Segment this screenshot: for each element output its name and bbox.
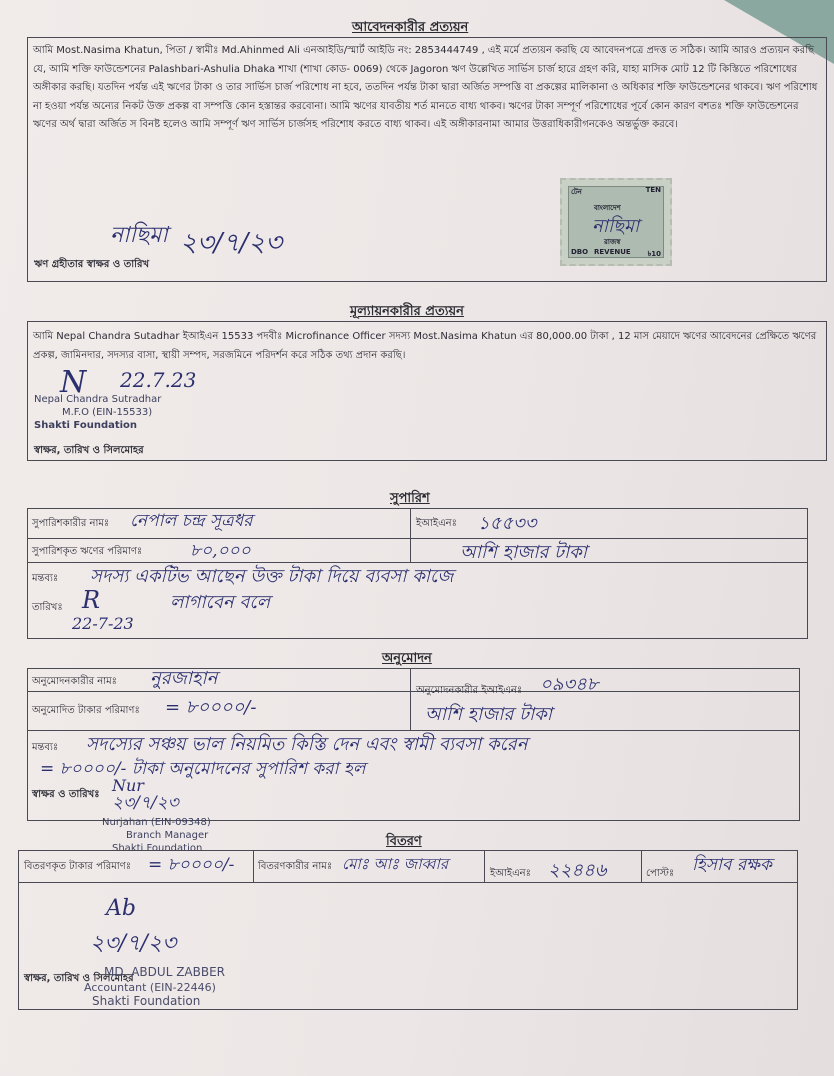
- approver-ein-value: ০৯৩৪৮: [540, 674, 599, 695]
- applicant-signature: নাছিমা: [110, 223, 168, 248]
- approved-amount-value: = ৮০০০০/-: [165, 697, 257, 718]
- recommendation-remarks-label: মন্তব্যঃ: [32, 573, 59, 584]
- disburser-name-value: মোঃ আঃ জাব্বার: [342, 855, 449, 873]
- approval-signature-date: ২৩/৭/২৩: [112, 793, 179, 813]
- evaluator-seal-line-2: M.F.O (EIN-15533): [62, 407, 153, 418]
- evaluator-section-title: মূল্যায়নকারীর প্রত্যয়ন: [350, 304, 464, 319]
- recommendation-date-value: 22-7-23: [72, 614, 134, 633]
- recommender-name-value: নেপাল চন্দ্র সূত্রধর: [130, 511, 253, 531]
- applicant-signature-date: ২৩/৭/২৩: [180, 228, 283, 258]
- recommender-name-label: সুপারিশকারীর নামঃ: [32, 518, 110, 529]
- approval-remarks-line-1: সদস্যের সঞ্চয় ভাল নিয়মিত কিস্তি দেন এবং স্বামী ব্যবসা করেন: [86, 734, 528, 755]
- approver-ein-label: অনুমোদনকারীর ইআইএনঃ: [416, 685, 523, 696]
- applicant-signature-label: ঋণ গ্রহীতার স্বাক্ষর ও তারিখ: [34, 259, 150, 270]
- disbursed-amount-value: = ৮০০০০/-: [148, 855, 235, 875]
- evaluator-signature: N: [60, 365, 87, 400]
- disburser-ein-label: ইআইএনঃ: [490, 868, 531, 879]
- recommendation-signature: R: [82, 586, 101, 614]
- approval-remarks-line-2: = ৮০০০০/- টাকা অনুমোদনের সুপারিশ করা হল: [40, 759, 366, 779]
- disbursement-signature-label: স্বাক্ষর, তারিখ ও সিলমোহর: [24, 973, 134, 984]
- evaluator-signature-label: স্বাক্ষর, তারিখ ও সিলমোহর: [34, 445, 144, 456]
- disburser-post-label: পোস্টঃ: [646, 868, 675, 879]
- approved-amount-words: আশি হাজার টাকা: [425, 704, 552, 725]
- approver-name-value: নুরজাহান: [150, 668, 218, 689]
- approval-seal-line-3: Shakti Foundation: [112, 843, 203, 854]
- revenue-stamp: টেন TEN বাংলাদেশ নাছিমা রাজস্ব DBO REVENUE ৳10: [560, 178, 672, 266]
- approval-seal-line-1: Nurjahan (EIN-09348): [102, 817, 211, 828]
- recommendation-remarks-line-1: সদস্য একটিভ আছেন উক্ত টাকা দিয়ে ব্যবসা কাজে: [90, 566, 454, 587]
- disbursement-seal-line-3: Shakti Foundation: [92, 994, 201, 1008]
- recommender-ein-value: ১৫৫৩৩: [478, 513, 537, 534]
- approval-remarks-label: মন্তব্যঃ: [32, 742, 59, 753]
- disburser-name-label: বিতরণকারীর নামঃ: [258, 861, 333, 872]
- disbursement-section-title: বিতরণ: [386, 834, 422, 849]
- approval-signature: Nur: [112, 776, 144, 795]
- approver-name-label: অনুমোদনকারীর নামঃ: [32, 676, 118, 687]
- approval-signature-label: স্বাক্ষর ও তারিখঃ: [32, 789, 100, 800]
- approval-section-title: অনুমোদন: [382, 651, 432, 666]
- disbursement-seal-line-2: Accountant (EIN-22446): [84, 981, 216, 994]
- recommended-amount-label: সুপারিশকৃত ঋণের পরিমাণঃ: [32, 546, 143, 557]
- disbursement-signature: Ab: [106, 896, 136, 921]
- recommender-ein-label: ইআইএনঃ: [416, 518, 457, 529]
- disbursed-amount-label: বিতরণকৃত টাকার পরিমাণঃ: [24, 861, 132, 872]
- recommendation-remarks-line-2: লাগাবেন বলে: [170, 592, 271, 613]
- disbursement-signature-date: ২৩/৭/২৩: [90, 931, 177, 956]
- approved-amount-label: অনুমোদিত টাকার পরিমাণঃ: [32, 705, 140, 716]
- evaluator-signature-date: 22.7.23: [120, 368, 197, 392]
- approval-seal-line-2: Branch Manager: [126, 830, 209, 841]
- evaluator-declaration-text: আমি Nepal Chandra Sutadhar ইআইএন 15533 পদবীঃ Microfinance Officer সদস্য Most.Nasima Khatun এর 80,000.00 টাকা , 12 মাস মেয়াদে ঋণের আবেদনের প্রেক্ষিতে ঋণের প্রকল্প, জামিনদার, সদস্যর বাসা, স্থায়ী সম্পদ, সরজমিনে পরিদর্শন করে সঠিক তথ্য প্রদান করছি।: [33, 331, 817, 361]
- recommended-amount-words: আশি হাজার টাকা: [460, 542, 587, 563]
- applicant-declaration-text: আমি Most.Nasima Khatun, পিতা / স্বামীঃ Md.Ahinmed Ali এনআইডি/স্মার্ট আইডি নং: 2853444749 , এই মর্মে প্রত্যয়ন করছি যে আবেদনপত্রে প্রদত্ত ত সঠিক। আমি আরও প্রত্যয়ন করছি যে, আমি শক্তি ফাউন্ডেশনের Palashbari-Ashulia Dhaka শাখা (শাখা কোড- 0069) থেকে Jagoron ঋণ উল্লেখিত সার্ভিস চার্জ হারে গ্রহণ করি, যাহা মাসিক মোট 12 টি কিস্তিতে পরিশোধের অঙ্গীকার করছি। যতদিন পর্যন্ত এই ঋণের টাকা ও তার সার্ভিস চার্জ পরিশোধ না হবে, ততদিন পর্যন্ত টাকা দ্বারা অর্জিত সম্পত্তি বা প্রকল্পের মালিকানা ও অধিকার শক্তি ফাউন্ডেশনের থাকবে। ঋণ পরিশোধ না হওয়া পর্যন্ত অন্যের নিকট উক্ত প্রকল্প বা সম্পত্তি কোন হস্তান্তর করবোনা। আমি ঋণের যাবতীয় শর্ত মানতে বাধ্য থাকব। ঋণের টাকা সম্পূর্ণ পরিশোধের পূর্বে কোন কারণ বশতঃ শক্তি ফাউন্ডেশনের ঋণের অর্থ দ্বারা অর্জিত স বিনষ্ট হলেও আমি সম্পূর্ণ ঋণ সার্ভিস চার্জসহ পরিশোধ করতে বাধ্য থাকব। এই অঙ্গীকারনামা আমার উত্তরাধিকারীগনকেও অন্তর্ভুক্ত করবে।: [33, 45, 818, 130]
- disburser-post-value: হিসাব রক্ষক: [692, 855, 772, 875]
- recommendation-date-label: তারিখঃ: [32, 602, 63, 613]
- applicant-section-title: আবেদনকারীর প্রত্যয়ন: [352, 20, 469, 35]
- recommended-amount-value: ৮০,০০০: [190, 541, 251, 561]
- evaluator-seal-line-3: Shakti Foundation: [34, 420, 138, 431]
- disburser-ein-value: ২২৪৪৬: [548, 860, 607, 881]
- evaluator-seal-line-1: Nepal Chandra Sutradhar: [34, 394, 162, 405]
- disbursement-seal-line-1: MD. ABDUL ZABBER: [104, 965, 226, 979]
- recommendation-section-title: সুপারিশ: [390, 491, 430, 506]
